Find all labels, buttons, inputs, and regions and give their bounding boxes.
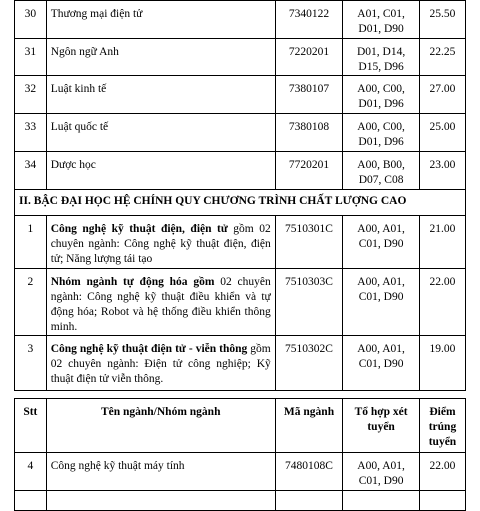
header-stt: Stt [15, 399, 47, 453]
row-major-code: 7380107 [275, 76, 342, 114]
table-row [15, 336, 466, 391]
row-major-name: Công nghệ kỹ thuật máy tính [46, 453, 275, 491]
row-score: 23.00 [419, 152, 465, 190]
section-title: II. BẬC ĐẠI HỌC HỆ CHÍNH QUY CHƯƠNG TRÌNH CHẤT LƯỢNG CAO [15, 190, 466, 216]
row-stt: 3 [15, 336, 47, 391]
row-score: 22.25 [419, 39, 465, 76]
row-subject-combination: A00, B00, D07, C08 [343, 152, 420, 190]
row-score: 19.00 [419, 336, 465, 391]
row-subject-combination: A00, A01, C01, D90 [343, 453, 420, 491]
row-subject-combination: A00, A01, C01, D90 [343, 336, 420, 391]
admission-table-upper [14, 0, 466, 391]
row-major-code: 7380108 [275, 114, 342, 152]
row-subject-combination: A00, A01, C01, D90 [343, 216, 420, 269]
table-row [15, 453, 466, 491]
row-score: 21.00 [419, 216, 465, 269]
table-row [15, 216, 466, 269]
row-stt: 30 [15, 1, 47, 39]
row-subject-combination: A00, C00, D01, D96 [343, 76, 420, 114]
row-stt: 33 [15, 114, 47, 152]
row-major-name: Luật kinh tế [46, 76, 275, 114]
row-major-code: 7720201 [275, 152, 342, 190]
row-stt: 4 [15, 453, 47, 491]
section-row [15, 190, 466, 216]
table-row [15, 39, 466, 76]
row-major-code: 7220201 [275, 39, 342, 76]
row-major-name: Luật quốc tế [46, 114, 275, 152]
row-subject-combination: D01, D14, D15, D96 [343, 39, 420, 76]
header-major-name: Tên ngành/Nhóm ngành [46, 399, 275, 453]
row-major-code: 7340122 [275, 1, 342, 39]
row-major-name: Thương mại điện tử [46, 1, 275, 39]
header-major-code: Mã ngành [275, 399, 342, 453]
row-major-code: 7480108C [275, 453, 342, 491]
row-stt: 31 [15, 39, 47, 76]
row-stt: 32 [15, 76, 47, 114]
row-score: 22.00 [419, 269, 465, 336]
table-row [15, 152, 466, 190]
row-stt: 2 [15, 269, 47, 336]
table-row [15, 1, 466, 39]
row-major-code: 7510301C [275, 216, 342, 269]
row-score: 25.00 [419, 114, 465, 152]
table-header-row [15, 399, 466, 453]
row-subject-combination: A01, C01, D01, D90 [343, 1, 420, 39]
major-name-bold: Nhóm ngành tự động hóa gồm [50, 276, 215, 288]
row-major-name [46, 336, 275, 391]
row-stt: 34 [15, 152, 47, 190]
row-major-name [46, 269, 275, 336]
row-major-code: 7510303C [275, 269, 342, 336]
row-stt: 1 [15, 216, 47, 269]
row-major-name: Dược học [46, 152, 275, 190]
row-score: 22.00 [419, 453, 465, 491]
major-name-bold: Công nghệ kỹ thuật điện tử - viễn thông [50, 343, 248, 355]
row-major-code: 7510302C [275, 336, 342, 391]
admission-table-lower [14, 398, 466, 511]
row-score: 27.00 [419, 76, 465, 114]
table-row-partial [15, 491, 466, 511]
major-name-detail: gồm 02 chuyên ngành: Công nghệ kỹ thuật điện, điện tử; Năng lượng tái tạo [50, 223, 271, 265]
row-subject-combination: A00, C00, D01, D96 [343, 114, 420, 152]
row-score: 25.50 [419, 1, 465, 39]
row-major-name [46, 216, 275, 269]
header-subject-combination: Tổ hợp xét tuyển [343, 399, 420, 453]
major-name-detail: 02 chuyên ngành: Công nghệ kỹ thuật điều khiển và tự động hóa; Robot và hệ thống điều khiển thông minh. [50, 276, 271, 333]
major-name-bold: Công nghệ kỹ thuật điện, điện tử [50, 223, 228, 235]
row-major-name: Ngôn ngữ Anh [46, 39, 275, 76]
table-row [15, 114, 466, 152]
header-score: Điểm trúng tuyển [419, 399, 465, 453]
major-name-detail: gồm 02 chuyên ngành: Điện tử công nghiệp; Kỹ thuật điện tử viễn thông. [50, 343, 271, 385]
table-row [15, 269, 466, 336]
row-subject-combination: A00, A01, C01, D90 [343, 269, 420, 336]
table-row [15, 76, 466, 114]
